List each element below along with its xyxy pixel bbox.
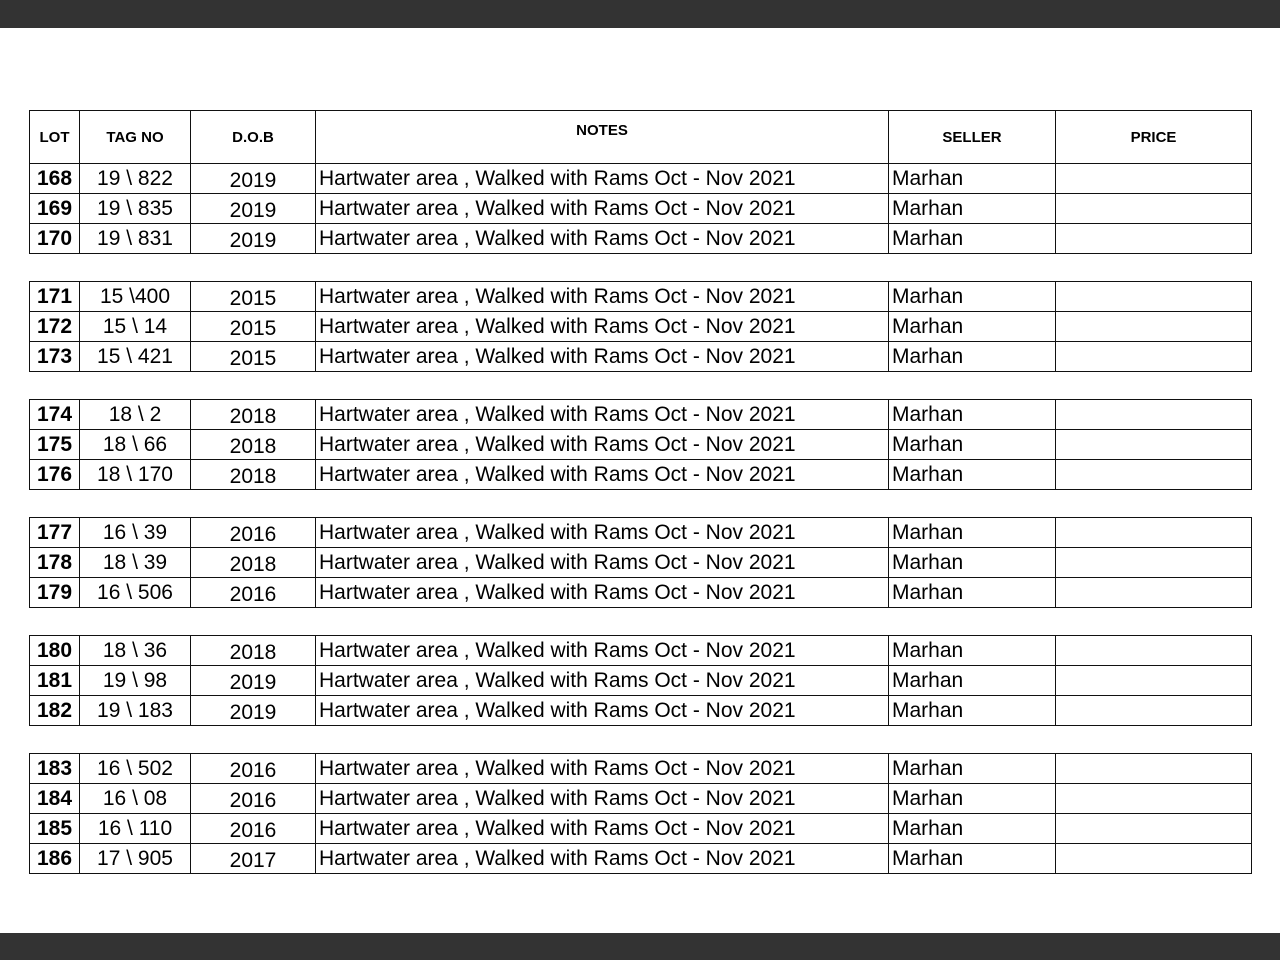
cell-seller: Marhan bbox=[889, 814, 1056, 844]
cell-lot: 184 bbox=[30, 784, 80, 814]
cell-tag: 19 \ 98 bbox=[80, 666, 191, 696]
table-row bbox=[30, 784, 1252, 814]
cell-notes: Hartwater area , Walked with Rams Oct - Nov 2021 bbox=[316, 754, 889, 784]
cell-price[interactable] bbox=[1056, 754, 1252, 784]
cell-notes: Hartwater area , Walked with Rams Oct - Nov 2021 bbox=[316, 312, 889, 342]
table-row bbox=[30, 342, 1252, 372]
cell-lot: 178 bbox=[30, 548, 80, 578]
cell-tag: 18 \ 36 bbox=[80, 636, 191, 666]
cell-tag: 16 \ 110 bbox=[80, 814, 191, 844]
cell-seller: Marhan bbox=[889, 164, 1056, 194]
cell-price[interactable] bbox=[1056, 224, 1252, 254]
column-header-price: PRICE bbox=[1056, 111, 1252, 164]
table-row bbox=[30, 636, 1252, 666]
cell-lot: 168 bbox=[30, 164, 80, 194]
cell-lot: 169 bbox=[30, 194, 80, 224]
table-row bbox=[30, 194, 1252, 224]
cell-seller: Marhan bbox=[889, 518, 1056, 548]
cell-dob: 2019 bbox=[191, 666, 316, 696]
table-row bbox=[30, 696, 1252, 726]
cell-seller: Marhan bbox=[889, 460, 1056, 490]
cell-dob: 2019 bbox=[191, 224, 316, 254]
column-header-seller: SELLER bbox=[889, 111, 1056, 164]
cell-tag: 18 \ 170 bbox=[80, 460, 191, 490]
table-row bbox=[30, 548, 1252, 578]
cell-seller: Marhan bbox=[889, 784, 1056, 814]
lot-group bbox=[30, 400, 1252, 490]
cell-tag: 19 \ 835 bbox=[80, 194, 191, 224]
cell-lot: 176 bbox=[30, 460, 80, 490]
lot-group bbox=[30, 754, 1252, 874]
table-row bbox=[30, 666, 1252, 696]
cell-dob: 2019 bbox=[191, 164, 316, 194]
cell-tag: 15 \ 421 bbox=[80, 342, 191, 372]
cell-tag: 19 \ 831 bbox=[80, 224, 191, 254]
column-header-tag: TAG NO bbox=[80, 111, 191, 164]
table-row bbox=[30, 312, 1252, 342]
cell-tag: 16 \ 506 bbox=[80, 578, 191, 608]
cell-tag: 16 \ 502 bbox=[80, 754, 191, 784]
cell-seller: Marhan bbox=[889, 224, 1056, 254]
cell-price[interactable] bbox=[1056, 312, 1252, 342]
cell-seller: Marhan bbox=[889, 666, 1056, 696]
lot-group bbox=[30, 164, 1252, 254]
column-header-dob: D.O.B bbox=[191, 111, 316, 164]
cell-price[interactable] bbox=[1056, 400, 1252, 430]
cell-tag: 19 \ 822 bbox=[80, 164, 191, 194]
table-row bbox=[30, 754, 1252, 784]
cell-seller: Marhan bbox=[889, 754, 1056, 784]
cell-price[interactable] bbox=[1056, 282, 1252, 312]
table-row bbox=[30, 430, 1252, 460]
cell-seller: Marhan bbox=[889, 282, 1056, 312]
cell-price[interactable] bbox=[1056, 342, 1252, 372]
cell-seller: Marhan bbox=[889, 342, 1056, 372]
cell-lot: 174 bbox=[30, 400, 80, 430]
cell-notes: Hartwater area , Walked with Rams Oct - Nov 2021 bbox=[316, 784, 889, 814]
table-row bbox=[30, 844, 1252, 874]
lot-group-table bbox=[29, 635, 1252, 726]
cell-tag: 15 \ 14 bbox=[80, 312, 191, 342]
cell-lot: 170 bbox=[30, 224, 80, 254]
cell-dob: 2019 bbox=[191, 696, 316, 726]
cell-price[interactable] bbox=[1056, 194, 1252, 224]
cell-price[interactable] bbox=[1056, 784, 1252, 814]
cell-lot: 179 bbox=[30, 578, 80, 608]
table-row bbox=[30, 578, 1252, 608]
lot-group bbox=[30, 282, 1252, 372]
cell-lot: 177 bbox=[30, 518, 80, 548]
lot-group-table bbox=[29, 399, 1252, 490]
cell-dob: 2018 bbox=[191, 400, 316, 430]
cell-lot: 181 bbox=[30, 666, 80, 696]
cell-dob: 2018 bbox=[191, 460, 316, 490]
cell-notes: Hartwater area , Walked with Rams Oct - Nov 2021 bbox=[316, 518, 889, 548]
column-header-lot: LOT bbox=[30, 111, 80, 164]
table-row bbox=[30, 814, 1252, 844]
cell-notes: Hartwater area , Walked with Rams Oct - Nov 2021 bbox=[316, 844, 889, 874]
lot-group bbox=[30, 518, 1252, 608]
cell-lot: 171 bbox=[30, 282, 80, 312]
viewer-top-bar bbox=[0, 0, 1280, 28]
cell-price[interactable] bbox=[1056, 518, 1252, 548]
cell-lot: 186 bbox=[30, 844, 80, 874]
cell-dob: 2016 bbox=[191, 814, 316, 844]
cell-tag: 15 \400 bbox=[80, 282, 191, 312]
cell-tag: 16 \ 39 bbox=[80, 518, 191, 548]
cell-seller: Marhan bbox=[889, 430, 1056, 460]
cell-price[interactable] bbox=[1056, 548, 1252, 578]
cell-price[interactable] bbox=[1056, 636, 1252, 666]
header-row bbox=[30, 111, 1252, 164]
viewer-bottom-bar bbox=[0, 933, 1280, 960]
cell-seller: Marhan bbox=[889, 844, 1056, 874]
cell-price[interactable] bbox=[1056, 814, 1252, 844]
cell-tag: 16 \ 08 bbox=[80, 784, 191, 814]
cell-price[interactable] bbox=[1056, 844, 1252, 874]
cell-dob: 2016 bbox=[191, 784, 316, 814]
cell-seller: Marhan bbox=[889, 312, 1056, 342]
cell-seller: Marhan bbox=[889, 578, 1056, 608]
cell-dob: 2017 bbox=[191, 844, 316, 874]
cell-dob: 2015 bbox=[191, 312, 316, 342]
cell-price[interactable] bbox=[1056, 164, 1252, 194]
cell-notes: Hartwater area , Walked with Rams Oct - Nov 2021 bbox=[316, 460, 889, 490]
cell-notes: Hartwater area , Walked with Rams Oct - Nov 2021 bbox=[316, 342, 889, 372]
cell-notes: Hartwater area , Walked with Rams Oct - Nov 2021 bbox=[316, 224, 889, 254]
cell-notes: Hartwater area , Walked with Rams Oct - Nov 2021 bbox=[316, 696, 889, 726]
lot-group-table bbox=[29, 517, 1252, 608]
cell-notes: Hartwater area , Walked with Rams Oct - Nov 2021 bbox=[316, 548, 889, 578]
table-row bbox=[30, 400, 1252, 430]
cell-seller: Marhan bbox=[889, 194, 1056, 224]
cell-notes: Hartwater area , Walked with Rams Oct - Nov 2021 bbox=[316, 666, 889, 696]
cell-seller: Marhan bbox=[889, 400, 1056, 430]
table-row bbox=[30, 282, 1252, 312]
cell-dob: 2016 bbox=[191, 754, 316, 784]
cell-lot: 175 bbox=[30, 430, 80, 460]
cell-notes: Hartwater area , Walked with Rams Oct - Nov 2021 bbox=[316, 164, 889, 194]
lot-group-table bbox=[29, 281, 1252, 372]
cell-dob: 2015 bbox=[191, 282, 316, 312]
cell-dob: 2016 bbox=[191, 518, 316, 548]
cell-lot: 182 bbox=[30, 696, 80, 726]
cell-price[interactable] bbox=[1056, 460, 1252, 490]
cell-seller: Marhan bbox=[889, 636, 1056, 666]
cell-notes: Hartwater area , Walked with Rams Oct - Nov 2021 bbox=[316, 578, 889, 608]
cell-tag: 19 \ 183 bbox=[80, 696, 191, 726]
cell-dob: 2018 bbox=[191, 548, 316, 578]
cell-tag: 18 \ 39 bbox=[80, 548, 191, 578]
cell-tag: 17 \ 905 bbox=[80, 844, 191, 874]
cell-price[interactable] bbox=[1056, 696, 1252, 726]
cell-notes: Hartwater area , Walked with Rams Oct - Nov 2021 bbox=[316, 814, 889, 844]
cell-lot: 172 bbox=[30, 312, 80, 342]
cell-price[interactable] bbox=[1056, 430, 1252, 460]
cell-dob: 2018 bbox=[191, 636, 316, 666]
cell-notes: Hartwater area , Walked with Rams Oct - Nov 2021 bbox=[316, 636, 889, 666]
cell-notes: Hartwater area , Walked with Rams Oct - Nov 2021 bbox=[316, 282, 889, 312]
cell-tag: 18 \ 66 bbox=[80, 430, 191, 460]
cell-lot: 183 bbox=[30, 754, 80, 784]
table-row bbox=[30, 460, 1252, 490]
table-row bbox=[30, 164, 1252, 194]
lots-header-table bbox=[29, 110, 1252, 254]
cell-seller: Marhan bbox=[889, 548, 1056, 578]
lot-group bbox=[30, 636, 1252, 726]
cell-price[interactable] bbox=[1056, 666, 1252, 696]
table-row bbox=[30, 518, 1252, 548]
auction-sheet bbox=[29, 110, 1251, 874]
cell-notes: Hartwater area , Walked with Rams Oct - Nov 2021 bbox=[316, 194, 889, 224]
cell-lot: 180 bbox=[30, 636, 80, 666]
cell-notes: Hartwater area , Walked with Rams Oct - Nov 2021 bbox=[316, 400, 889, 430]
cell-dob: 2015 bbox=[191, 342, 316, 372]
cell-lot: 185 bbox=[30, 814, 80, 844]
cell-dob: 2016 bbox=[191, 578, 316, 608]
cell-lot: 173 bbox=[30, 342, 80, 372]
cell-notes: Hartwater area , Walked with Rams Oct - Nov 2021 bbox=[316, 430, 889, 460]
cell-dob: 2019 bbox=[191, 194, 316, 224]
table-row bbox=[30, 224, 1252, 254]
lot-group-table bbox=[29, 753, 1252, 874]
cell-dob: 2018 bbox=[191, 430, 316, 460]
cell-tag: 18 \ 2 bbox=[80, 400, 191, 430]
cell-seller: Marhan bbox=[889, 696, 1056, 726]
cell-price[interactable] bbox=[1056, 578, 1252, 608]
column-header-notes: NOTES bbox=[316, 111, 889, 164]
lot-groups-container bbox=[29, 281, 1251, 874]
